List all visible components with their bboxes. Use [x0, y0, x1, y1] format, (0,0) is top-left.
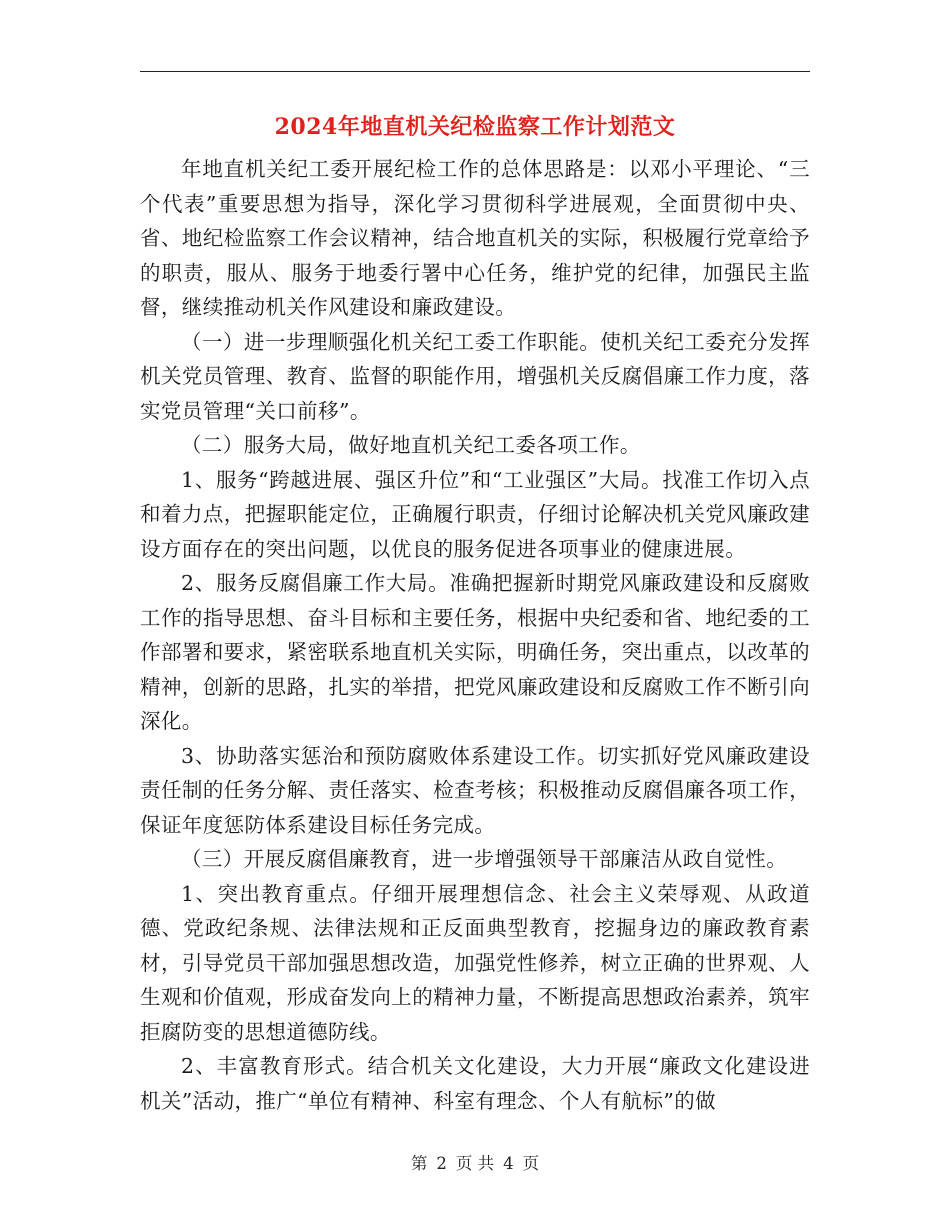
- footer-middle: 页 共: [455, 1154, 495, 1173]
- document-body: [140, 152, 810, 1118]
- paragraph-item-2-2: 2、服务反腐倡廉工作大局。准确把握新时期党风廉政建设和反腐败工作的指导思想、奋斗目标和主要任务，根据中央纪委和省、地纪委的工作部署和要求，紧密联系地直机关实际，明确任务，突出重点，以改革的精神，创新的思路，扎实的举措，把党风廉政建设和反腐败工作不断引向深化。: [140, 571, 810, 733]
- paragraph-item-3-1: 1、突出教育重点。仔细开展理想信念、社会主义荣辱观、从政道德、党政纪条规、法律法规和正反面典型教育，挖掘身边的廉政教育素材，引导党员干部加强思想改造，加强党性修养，树立正确的世界观、人生观和价值观，形成奋发向上的精神力量，不断提高思想政治素养，筑牢拒腐防变的思想道德防线。: [140, 881, 810, 1044]
- paragraph-section-1: （一）进一步理顺强化机关纪工委工作职能。使机关纪工委充分发挥机关党员管理、教育、监督的职能作用，增强机关反腐倡廉工作力度，落实党员管理“关口前移”。: [140, 329, 810, 423]
- paragraph-section-2: （二）服务大局，做好地直机关纪工委各项工作。: [181, 433, 641, 457]
- paragraph-item-3-2: 2、丰富教育形式。结合机关文化建设，大力开展“廉政文化建设进机关”活动，推广“单位有精神、科室有理念、个人有航标”的做: [140, 1054, 810, 1113]
- footer-suffix: 页: [522, 1154, 540, 1173]
- paragraph-overview: 年地直机关纪工委开展纪检工作的总体思路是：以邓小平理论、“三个代表”重要思想为指导，深化学习贯彻科学进展观，全面贯彻中央、省、地纪检监察工作会议精神，结合地直机关的实际，积极履行党章给予的职责，服从、服务于地委行署中心任务，维护党的纪律，加强民主监督，继续推动机关作风建设和廉政建设。: [140, 157, 810, 319]
- document-title: 2024年地直机关纪检监察工作计划范文: [274, 114, 676, 140]
- footer-current-page: 2: [436, 1154, 447, 1173]
- paragraph-item-2-3: 3、协助落实惩治和预防腐败体系建设工作。切实抓好党风廉政建设责任制的任务分解、责任落实、检查考核；积极推动反腐倡廉各项工作，保证年度惩防体系建设目标任务完成。: [140, 743, 810, 837]
- footer-total-pages: 4: [503, 1154, 514, 1173]
- header-rule: [140, 71, 810, 72]
- page-number-footer: [0, 1153, 950, 1175]
- footer-prefix: 第: [410, 1154, 428, 1173]
- paragraph-section-3: （三）开展反腐倡廉教育，进一步增强领导干部廉洁从政自觉性。: [181, 847, 788, 871]
- paragraph-item-2-1: 1、服务“跨越进展、强区升位”和“工业强区”大局。找准工作切入点和着力点，把握职能定位，正确履行职责，仔细讨论解决机关党风廉政建设方面存在的突出问题，以优良的服务促进各项事业的健康进展。: [140, 467, 810, 561]
